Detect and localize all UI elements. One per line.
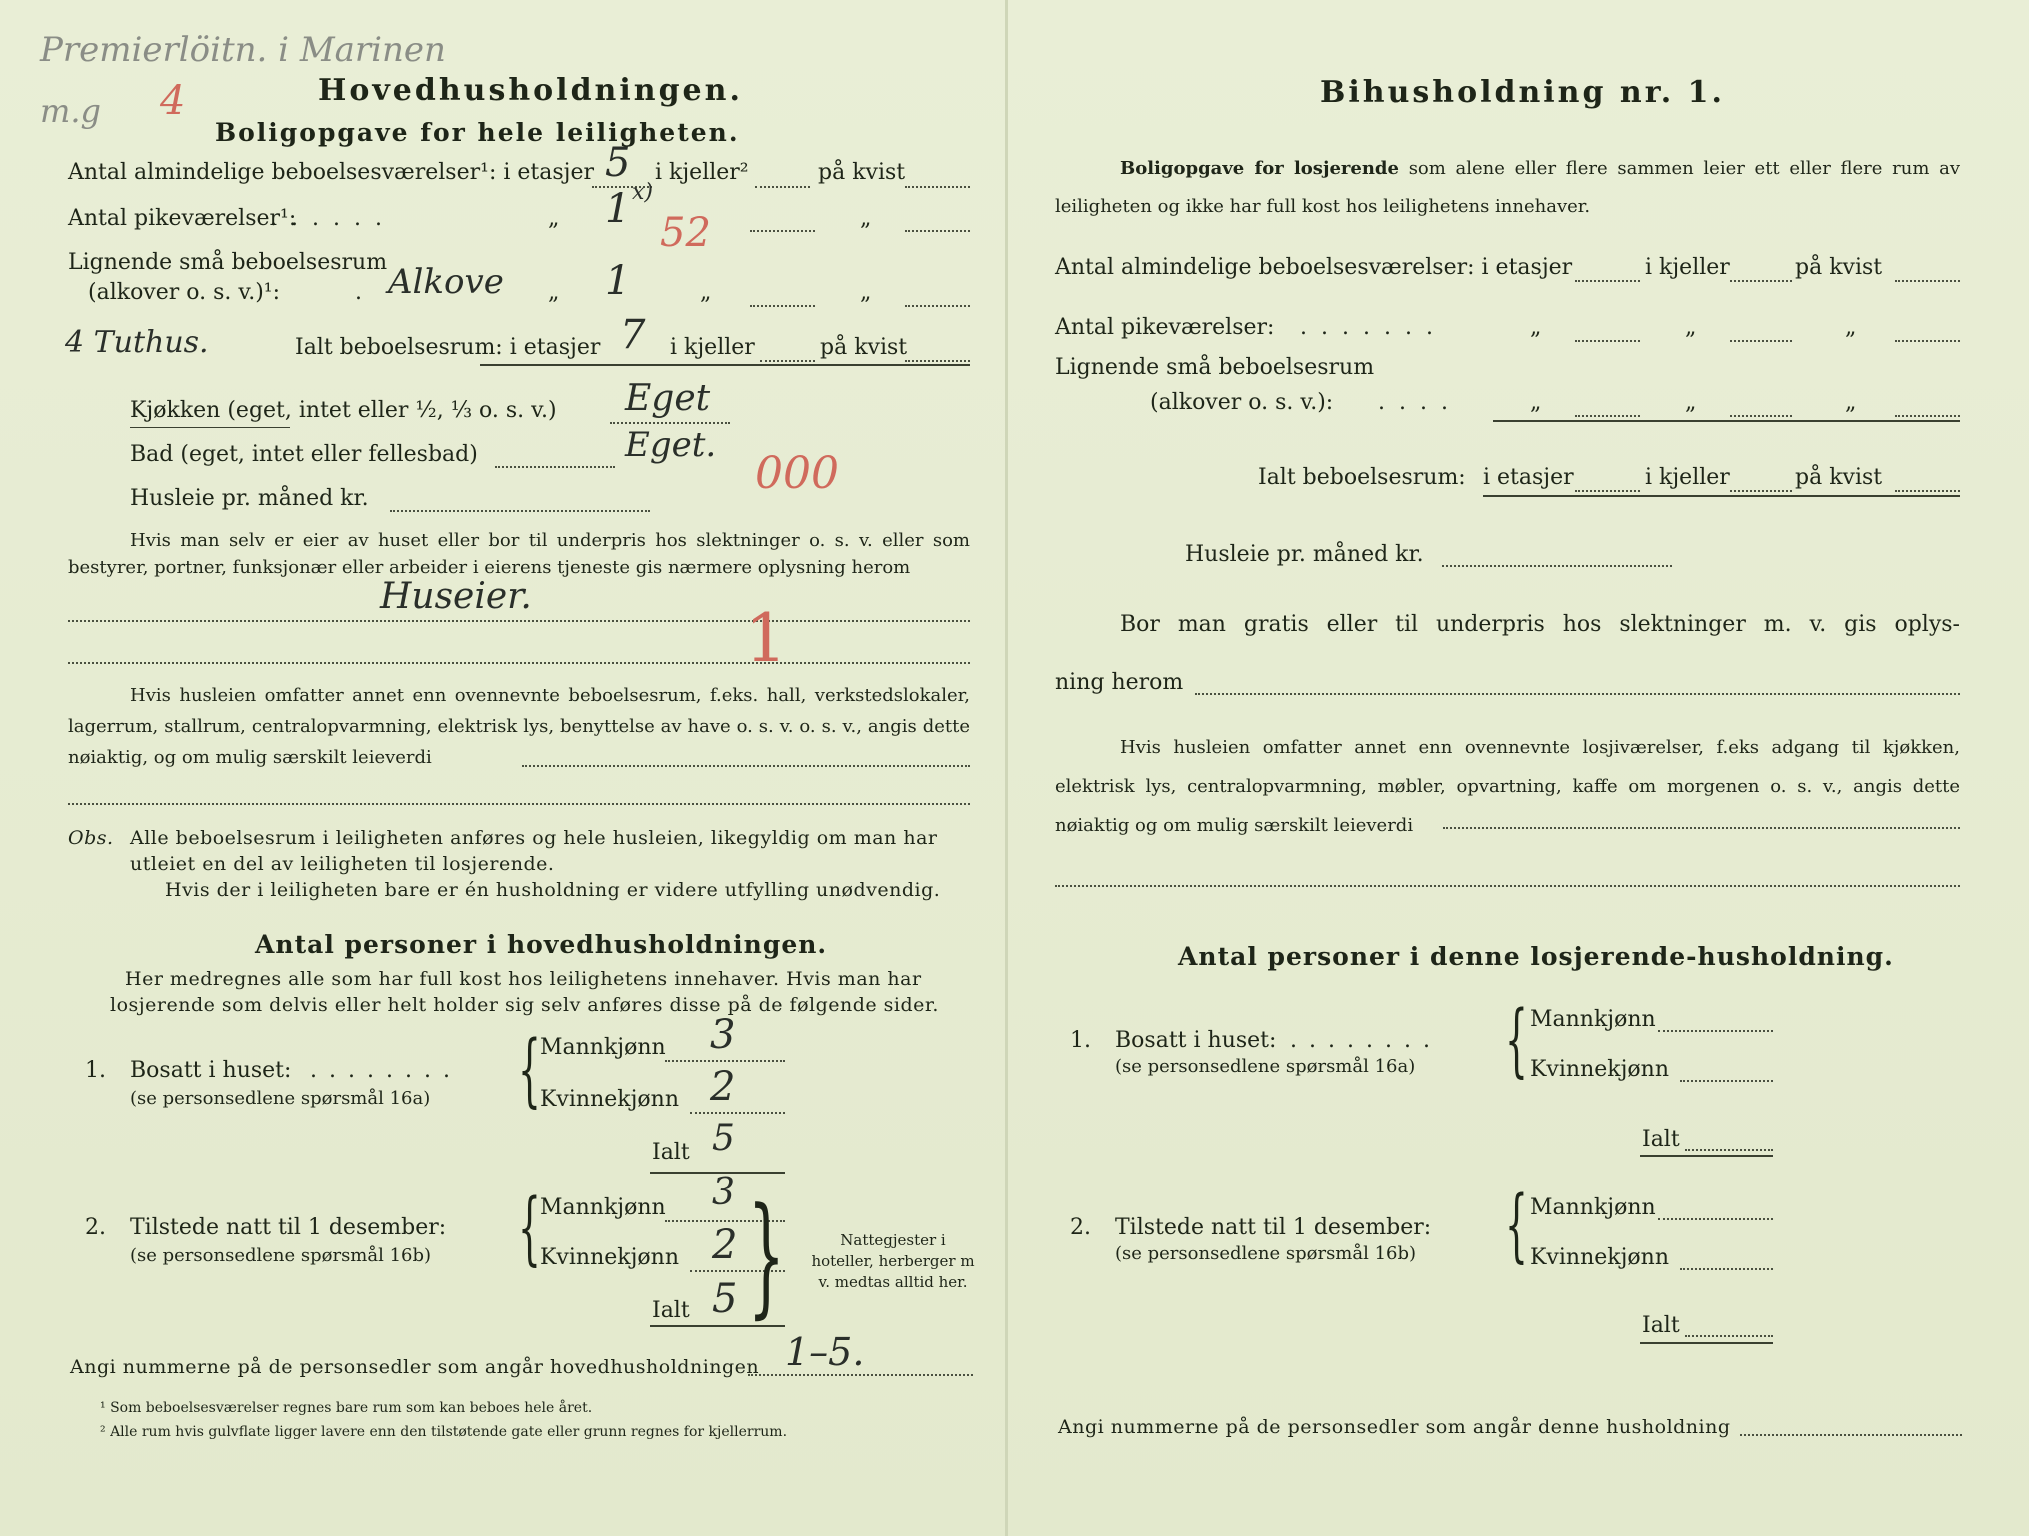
right-husleie-label: Husleie pr. måned kr. (1185, 542, 1424, 567)
row2-red-mark: 52 (660, 210, 711, 256)
mg-number: 4 (160, 78, 186, 124)
left-q2-label: Tilstede natt til 1 desember: (130, 1215, 447, 1240)
left-subtitle: Boligopgave for hele leiligheten. (215, 118, 740, 147)
husleie-label: Husleie pr. måned kr. (130, 486, 369, 511)
obs-text-1: Alle beboelsesrum i leiligheten anføres og hele husleien, likegyldig om man har (130, 827, 938, 849)
right-angi-label: Angi nummerne på de personsedler som angår denne husholdning (1058, 1416, 1731, 1438)
right-q1-label: Bosatt i huset: (1115, 1028, 1277, 1053)
row3-written-value: Alkove (388, 262, 504, 302)
right-row3-label-a: Lignende små beboelsesrum (1055, 355, 1375, 380)
left-q1-brace: { (518, 1023, 541, 1116)
right-intro (1055, 150, 1960, 226)
ialt-kvist-label: på kvist (820, 335, 908, 360)
right-row1-kjeller: i kjeller (1645, 255, 1730, 280)
left-q1-kvinne-value: 2 (710, 1064, 736, 1110)
ialt-etasjer-value: 7 (620, 312, 646, 358)
left-q1-mann-value: 3 (710, 1012, 736, 1058)
right-q1-kvinne-label: Kvinnekjønn (1530, 1057, 1669, 1082)
kjokken-label: Kjøkken (eget, intet eller ½, ⅓ o. s. v.) (130, 398, 557, 423)
left-q2-kvinne-value: 2 (712, 1222, 738, 1268)
right-q2-kvinne-label: Kvinnekjønn (1530, 1245, 1669, 1270)
row3-label-a: Lignende små beboelsesrum (68, 250, 388, 275)
left-angi-value: 1–5. (785, 1330, 865, 1374)
pencil-note: Premierlöitn. i Marinen (40, 30, 446, 70)
left-title: Hovedhusholdningen. (318, 73, 743, 108)
left-q1-kvinne-label: Kvinnekjønn (540, 1087, 679, 1112)
ialt-kjeller-label: i kjeller (670, 335, 755, 360)
eier-paragraph: Hvis man selv er eier av huset eller bor til underpris hos slektninger o. s. v. eller som bestyrer, portner, funksjonær eller arbeider i eierens tjeneste gis nærmere oplysning herom (68, 530, 970, 578)
right-row1-kvist: på kvist (1795, 255, 1883, 280)
left-personer-title: Antal personer i hovedhusholdningen. (255, 930, 828, 959)
red-mark-000: 000 (755, 448, 839, 499)
right-title: Bihusholdning nr. 1. (1320, 75, 1725, 110)
right-ialt-kvist: på kvist (1795, 465, 1883, 490)
right-q2-ialt-label: Ialt (1642, 1313, 1680, 1338)
footnote-1: ¹ Som beboelsesværelser regnes bare rum som kan beboes hele året. (100, 1400, 593, 1416)
left-q2-ialt-label: Ialt (652, 1298, 690, 1323)
right-row2-label: Antal pikeværelser: (1055, 315, 1275, 340)
left-q1-number: 1. (85, 1058, 106, 1083)
row2-quote: „ (548, 206, 560, 231)
nattegjester-note: Nattegjester i hoteller, herberger m v. medtas alltid her. (811, 1231, 975, 1291)
left-q1-ialt-value: 5 (712, 1118, 735, 1159)
row1-kjeller-label: i kjeller² (655, 160, 749, 185)
left-q2-mann-value: 3 (712, 1172, 735, 1213)
row1-etasjer-value: 5 (605, 140, 631, 186)
row2-etasjer-value: 1 (605, 186, 631, 232)
bad-value: Eget. (625, 425, 717, 465)
ialt-note: 4 Tuthus. (65, 325, 209, 360)
right-gratis-text-2: ning herom (1055, 670, 1184, 695)
right-q2-label: Tilstede natt til 1 desember: (1115, 1215, 1432, 1240)
page-fold (1005, 0, 1008, 1536)
right-personer-title: Antal personer i denne losjerende-husholdning. (1178, 942, 1894, 971)
row1-label: Antal almindelige beboelsesværelser¹: i etasjer (68, 160, 595, 185)
row2-label: Antal pikeværelser¹: (68, 206, 297, 231)
bad-label: Bad (eget, intet eller fellesbad) (130, 442, 478, 467)
ialt-label: Ialt beboelsesrum: i etasjer (295, 335, 601, 360)
left-q2-sub: (se personsedlene spørsmål 16b) (130, 1245, 432, 1266)
left-q1-sub: (se personsedlene spørsmål 16a) (130, 1088, 431, 1109)
left-q2-brace: { (518, 1181, 541, 1274)
right-ialt-kjeller: i kjeller (1645, 465, 1730, 490)
right-intro-text: som alene eller flere sammen leier ett eller flere rum av leiligheten og ikke har full kost hos leilighetens innehaver. (1055, 158, 1960, 217)
right-q1-brace: { (1505, 993, 1528, 1086)
left-personer-text-2: losjerende som delvis eller helt holder sig selv anføres disse på de følgende sider. (110, 994, 939, 1016)
row3-etasjer-value: 1 (605, 258, 631, 304)
right-q2-brace: { (1505, 1178, 1528, 1271)
left-q1-ialt-label: Ialt (652, 1140, 690, 1165)
right-gratis-text-1: Bor man gratis eller til underpris hos slektninger m. v. gis oplys- (1120, 612, 1960, 637)
right-row3-label-b: (alkover o. s. v.): (1150, 390, 1334, 415)
right-q1-number: 1. (1070, 1028, 1091, 1053)
footnote-2: ² Alle rum hvis gulvflate ligger lavere enn den tilstøtende gate eller grunn regnes for kjellerrum. (100, 1424, 788, 1440)
left-q2-kvinne-label: Kvinnekjønn (540, 1245, 679, 1270)
right-q1-ialt-label: Ialt (1642, 1127, 1680, 1152)
left-q1-mann-label: Mannkjønn (540, 1035, 666, 1060)
right-row1-label: Antal almindelige beboelsesværelser: i etasjer (1055, 255, 1573, 280)
right-ialt-etasjer: i etasjer (1483, 465, 1574, 490)
right-ialt-label: Ialt beboelsesrum: (1258, 465, 1466, 490)
right-intro-bold: Boligopgave for losjerende (1120, 158, 1399, 179)
left-q2-ialt-value: 5 (712, 1276, 738, 1322)
row2-superscript: x) (632, 180, 653, 205)
right-q1-sub: (se personsedlene spørsmål 16a) (1115, 1056, 1416, 1077)
left-angi-label: Angi nummerne på de personsedler som angår hovedhusholdningen (70, 1356, 760, 1378)
left-q2-right-brace: { (747, 1179, 785, 1331)
right-omfatter-paragraph: Hvis husleien omfatter annet enn ovennevnte losjiværelser, f.eks adgang til kjøkken, elektrisk lys, centralopvarmning, møbler, opvartning, kaffe om morgenen o. s. v., angis dette nøiaktig og om mulig særskilt leieverdi (1055, 737, 1960, 836)
left-q2-mann-label: Mannkjønn (540, 1195, 666, 1220)
eier-value: Huseier. (380, 576, 532, 617)
row3-label-b: (alkover o. s. v.)¹: (88, 280, 281, 305)
left-q2-number: 2. (85, 1215, 106, 1240)
obs-text-2: utleiet en del av leiligheten til losjerende. (130, 853, 555, 875)
red-one: 1 (745, 600, 787, 677)
right-q2-number: 2. (1070, 1215, 1091, 1240)
right-q2-sub: (se personsedlene spørsmål 16b) (1115, 1243, 1417, 1264)
obs-label: Obs. (68, 827, 114, 849)
kjokken-value: Eget (625, 378, 711, 419)
omfatter-paragraph: Hvis husleien omfatter annet enn ovennevnte beboelsesrum, f.eks. hall, verkstedslokaler, lagerrum, stallrum, centralopvarmning, elektrisk lys, benyttelse av have o. s. v. o. s. v., angis dette nøiaktig, og om mulig særskilt leieverdi (68, 685, 970, 768)
right-q2-mann-label: Mannkjønn (1530, 1195, 1656, 1220)
left-personer-text-1: Her medregnes alle som har full kost hos leilighetens innehaver. Hvis man har (125, 968, 922, 990)
row1-kvist-label: på kvist (818, 160, 906, 185)
right-q1-mann-label: Mannkjønn (1530, 1007, 1656, 1032)
left-q1-label: Bosatt i huset: (130, 1058, 292, 1083)
obs-text-3: Hvis der i leiligheten bare er én husholdning er videre utfylling unødvendig. (165, 879, 941, 901)
mg-note: m.g (40, 92, 101, 130)
